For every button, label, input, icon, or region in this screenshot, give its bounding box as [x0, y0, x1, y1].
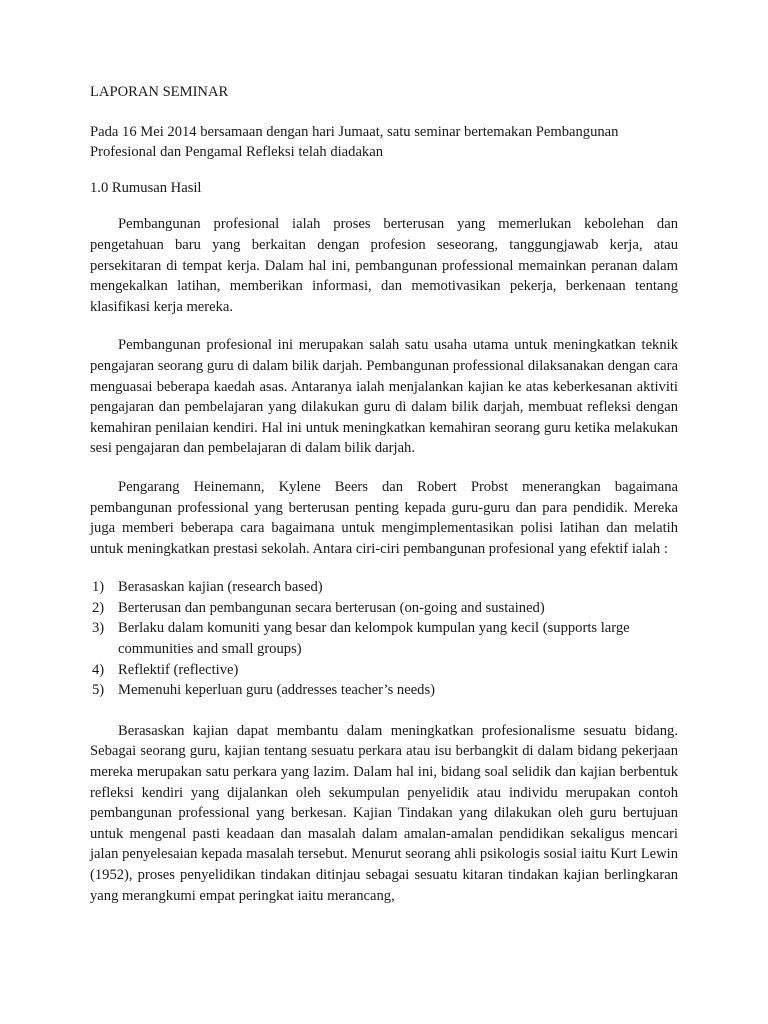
list-item-number: 5) — [92, 682, 105, 699]
paragraph-2: Pembangunan profesional ini merupakan salah satu usaha utama untuk meningkatkan teknik pengajaran seorang guru di dalam bilik darjah. Pembangunan professional dilaksanakan dengan cara menguasai beberapa kaedah asas. Antaranya ialah menjalankan kajian ke atas keberkesanan aktiviti pengajaran dan pembelajaran yang dilakukan guru di dalam bilik darjah, membuat refleksi dengan kemahiran penilaian kendiri. Hal ini untuk meningkatkan kemahiran seorang guru ketika melakukan sesi pengajaran dan pembelajaran di dalam bilik darjah. — [90, 337, 678, 457]
intro-paragraph: Pada 16 Mei 2014 bersamaan dengan hari Jumaat, satu seminar bertemakan Pembangunan Profesional dan Pengamal Refleksi telah diadakan — [90, 123, 619, 161]
list-item — [90, 598, 678, 619]
list-item — [90, 660, 678, 681]
list-item-number: 3) — [92, 620, 105, 637]
list-item — [90, 618, 678, 659]
characteristics-list — [90, 577, 678, 701]
paragraph-3: Pengarang Heinemann, Kylene Beers dan Robert Probst menerangkan bagaimana pembangunan professional yang berterusan penting kepada guru-guru dan para pendidik. Mereka juga memberi beberapa cara bagaimana untuk mengimplementasikan polisi latihan dan melatih untuk meningkatkan prestasi sekolah. Antara ciri-ciri pembangunan profesional yang efektif ialah : — [90, 478, 678, 557]
list-item-number: 2) — [92, 599, 105, 616]
list-item-text: Berterusan dan pembangunan secara berterusan (on-going and sustained) — [118, 599, 545, 616]
list-item — [90, 577, 678, 598]
paragraph-4: Berasaskan kajian dapat membantu dalam meningkatkan profesionalisme sesuatu bidang. Sebagai seorang guru, kajian tentang sesuatu perkara atau isu berbangkit di dalam bidang pekerjaan mereka merupakan satu perkara yang lazim. Dalam hal ini, bidang soal selidik dan kajian berbentuk refleksi kendiri yang dijalankan oleh sekumpulan penyelidik atau individu merupakan contoh pembangunan professional yang berkesan. Kajian Tindakan yang dilakukan oleh guru bertujuan untuk mengenal pasti keadaan dan masalah dalam amalan-amalan pendidikan sekaligus mencari jalan penyelesaian kepada masalah tersebut. Menurut seorang ahli psikologis sosial iaitu Kurt Lewin (1952), proses penyelidikan tindakan ditinjau sebagai sesuatu kitaran tindakan kajian berlingkaran yang merangkumi empat peringkat iaitu merancang, — [90, 722, 678, 904]
list-item-text: Reflektif (reflective) — [118, 661, 239, 678]
document-title: LAPORAN SEMINAR — [90, 84, 229, 100]
section-heading: 1.0 Rumusan Hasil — [90, 179, 202, 196]
list-item — [90, 680, 678, 701]
list-item-text: Berlaku dalam komuniti yang besar dan kelompok kumpulan yang kecil (supports large communities and small groups) — [118, 620, 630, 658]
list-item-number: 1) — [92, 579, 105, 596]
document-page — [90, 82, 678, 906]
list-item-number: 4) — [92, 661, 105, 678]
list-item-text: Berasaskan kajian (research based) — [118, 579, 323, 596]
list-item-text: Memenuhi keperluan guru (addresses teacher’s needs) — [118, 682, 436, 699]
paragraph-1: Pembangunan profesional ialah proses berterusan yang memerlukan kebolehan dan pengetahuan baru yang berkaitan dengan profesion seseorang, tanggungjawab kerja, atau persekitaran di tempat kerja. Dalam hal ini, pembangunan professional memainkan peranan dalam mengekalkan latihan, memberikan informasi, dan memotivasikan pekerja, berkenaan tentang klasifikasi kerja mereka. — [90, 216, 678, 315]
